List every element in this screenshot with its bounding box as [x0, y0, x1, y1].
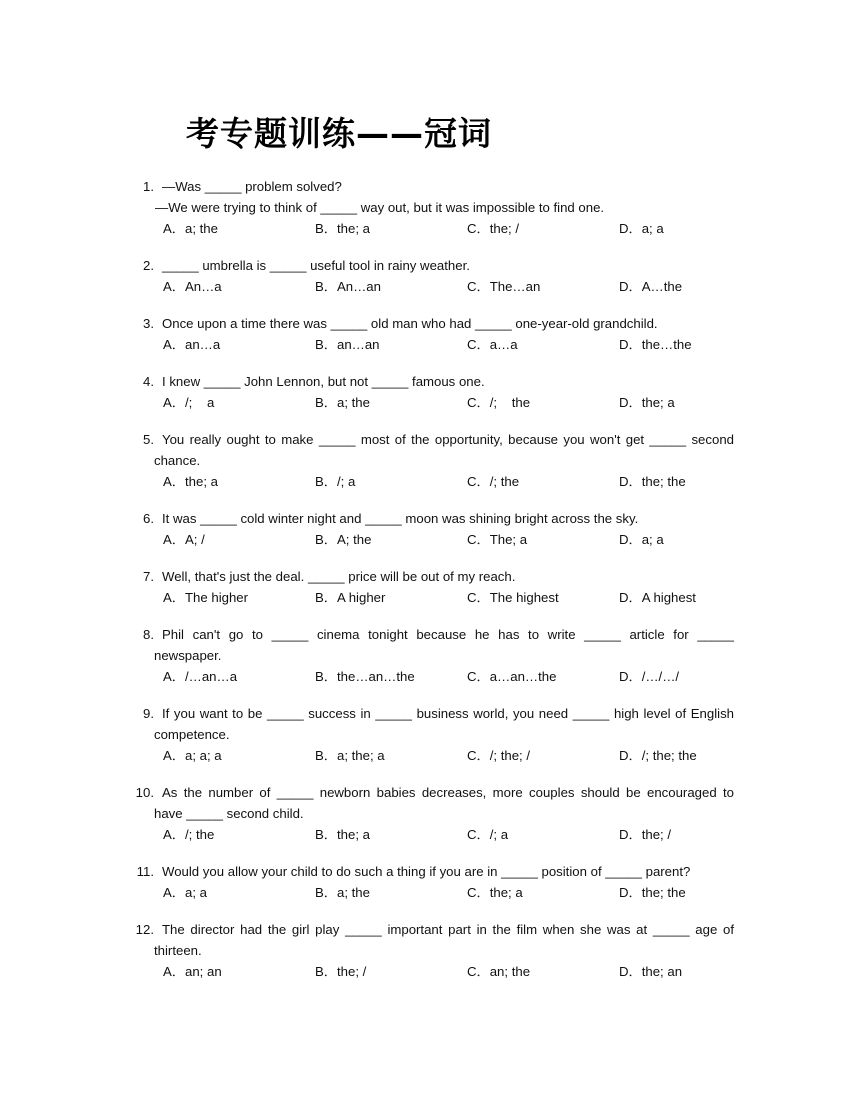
- question-3: [0, 313, 860, 355]
- question-stem-continued: newspaper.: [154, 648, 222, 663]
- question-stem: Once upon a time there was _____ old man who had _____ one-year-old grandchild.: [162, 316, 658, 331]
- options-row: [0, 471, 860, 492]
- option-a[interactable]: A．the; a: [163, 474, 218, 489]
- option-b[interactable]: B．the; a: [315, 827, 370, 842]
- option-b[interactable]: B．a; the; a: [315, 748, 385, 763]
- option-c[interactable]: C．The; a: [467, 532, 528, 547]
- question-7: [0, 566, 860, 608]
- question-number: 8.: [143, 627, 154, 642]
- option-c[interactable]: C．a…a: [467, 337, 518, 352]
- option-a[interactable]: A．A; /: [163, 532, 205, 547]
- option-b[interactable]: B．/; a: [315, 474, 356, 489]
- question-number: 3.: [143, 316, 154, 331]
- question-stem-continued: have _____ second child.: [154, 806, 304, 821]
- option-a[interactable]: A．a; a; a: [163, 748, 222, 763]
- option-a[interactable]: A．an; an: [163, 964, 222, 979]
- question-stem: If you want to be _____ success in _____ business world, you need _____ high level of English: [162, 706, 734, 721]
- option-b[interactable]: B．a; the: [315, 395, 370, 410]
- question-number: 7.: [143, 569, 154, 584]
- options-row: [0, 276, 860, 297]
- option-d[interactable]: D．the…the: [619, 337, 692, 352]
- option-c[interactable]: C．an; the: [467, 964, 531, 979]
- option-d[interactable]: D．a; a: [619, 532, 664, 547]
- option-d[interactable]: D．/…/…/: [619, 669, 680, 684]
- option-c[interactable]: C．/; a: [467, 827, 509, 842]
- option-c[interactable]: C．The highest: [467, 590, 559, 605]
- question-stem: Would you allow your child to do such a thing if you are in _____ position of _____ parent?: [162, 864, 691, 879]
- option-b[interactable]: B．a; the: [315, 885, 370, 900]
- question-number: 10.: [135, 785, 154, 800]
- option-d[interactable]: D．A highest: [619, 590, 696, 605]
- option-b[interactable]: B．the; /: [315, 964, 367, 979]
- question-number: 6.: [143, 511, 154, 526]
- option-d[interactable]: D．the; the: [619, 474, 686, 489]
- option-a[interactable]: A．/; a: [163, 395, 215, 410]
- option-b[interactable]: B．an…an: [315, 337, 380, 352]
- question-stem: As the number of _____ newborn babies decreases, more couples should be encouraged to: [162, 785, 734, 800]
- option-a[interactable]: A．An…a: [163, 279, 222, 294]
- option-d[interactable]: D．the; the: [619, 885, 686, 900]
- question-number: 9.: [143, 706, 154, 721]
- question-stem-continued: —We were trying to think of _____ way out, but it was impossible to find one.: [155, 200, 605, 215]
- question-stem-continued: thirteen.: [154, 943, 202, 958]
- option-c[interactable]: C．the; /: [467, 221, 520, 236]
- option-b[interactable]: B．An…an: [315, 279, 381, 294]
- question-1: [0, 176, 860, 239]
- option-c[interactable]: C．/; the; /: [467, 748, 531, 763]
- question-stem-continued: competence.: [154, 727, 230, 742]
- question-number: 12.: [135, 922, 154, 937]
- option-a[interactable]: A．a; the: [163, 221, 218, 236]
- question-4: [0, 371, 860, 413]
- question-number: 1.: [143, 179, 154, 194]
- question-stem-continued: chance.: [154, 453, 201, 468]
- option-d[interactable]: D．/; the; the: [619, 748, 697, 763]
- options-row: [0, 529, 860, 550]
- question-stem: It was _____ cold winter night and _____ moon was shining bright across the sky.: [162, 511, 639, 526]
- question-stem: The director had the girl play _____ important part in the film when she was at _____ age of: [162, 922, 734, 937]
- question-11: [0, 861, 860, 903]
- question-8: [0, 624, 860, 687]
- option-a[interactable]: A．The higher: [163, 590, 249, 605]
- option-b[interactable]: B．A higher: [315, 590, 386, 605]
- question-stem: Phil can't go to _____ cinema tonight because he has to write _____ article for _____: [162, 627, 734, 642]
- question-stem: _____ umbrella is _____ useful tool in rainy weather.: [162, 258, 470, 273]
- question-list: [0, 176, 860, 998]
- options-row: [0, 587, 860, 608]
- option-a[interactable]: A．a; a: [163, 885, 207, 900]
- question-stem: I knew _____ John Lennon, but not _____ famous one.: [162, 374, 485, 389]
- question-2: [0, 255, 860, 297]
- options-row: [0, 218, 860, 239]
- option-c[interactable]: C．The…an: [467, 279, 541, 294]
- option-b[interactable]: B．the…an…the: [315, 669, 415, 684]
- option-a[interactable]: A．/; the: [163, 827, 215, 842]
- question-9: [0, 703, 860, 766]
- option-c[interactable]: C．the; a: [467, 885, 523, 900]
- option-d[interactable]: D．a; a: [619, 221, 664, 236]
- option-d[interactable]: D．A…the: [619, 279, 683, 294]
- question-10: [0, 782, 860, 845]
- options-row: [0, 882, 860, 903]
- options-row: [0, 961, 860, 982]
- option-d[interactable]: D．the; a: [619, 395, 675, 410]
- question-stem: —Was _____ problem solved?: [162, 179, 342, 194]
- options-row: [0, 334, 860, 355]
- option-a[interactable]: A．an…a: [163, 337, 221, 352]
- page-title: 考专题训练——冠词: [186, 114, 492, 153]
- options-row: [0, 745, 860, 766]
- options-row: [0, 666, 860, 687]
- options-row: [0, 824, 860, 845]
- option-a[interactable]: A．/…an…a: [163, 669, 238, 684]
- question-number: 5.: [143, 432, 154, 447]
- option-d[interactable]: D．the; /: [619, 827, 672, 842]
- option-c[interactable]: C．/; the: [467, 395, 531, 410]
- options-row: [0, 392, 860, 413]
- question-12: [0, 919, 860, 982]
- option-b[interactable]: B．the; a: [315, 221, 370, 236]
- question-stem: Well, that's just the deal. _____ price will be out of my reach.: [162, 569, 516, 584]
- question-6: [0, 508, 860, 550]
- question-stem: You really ought to make _____ most of the opportunity, because you won't get _____ second: [162, 432, 734, 447]
- question-5: [0, 429, 860, 492]
- question-number: 2.: [143, 258, 154, 273]
- option-c[interactable]: C．/; the: [467, 474, 520, 489]
- option-d[interactable]: D．the; an: [619, 964, 683, 979]
- option-c[interactable]: C．a…an…the: [467, 669, 557, 684]
- question-number: 11.: [136, 864, 154, 879]
- question-number: 4.: [143, 374, 154, 389]
- option-b[interactable]: B．A; the: [315, 532, 372, 547]
